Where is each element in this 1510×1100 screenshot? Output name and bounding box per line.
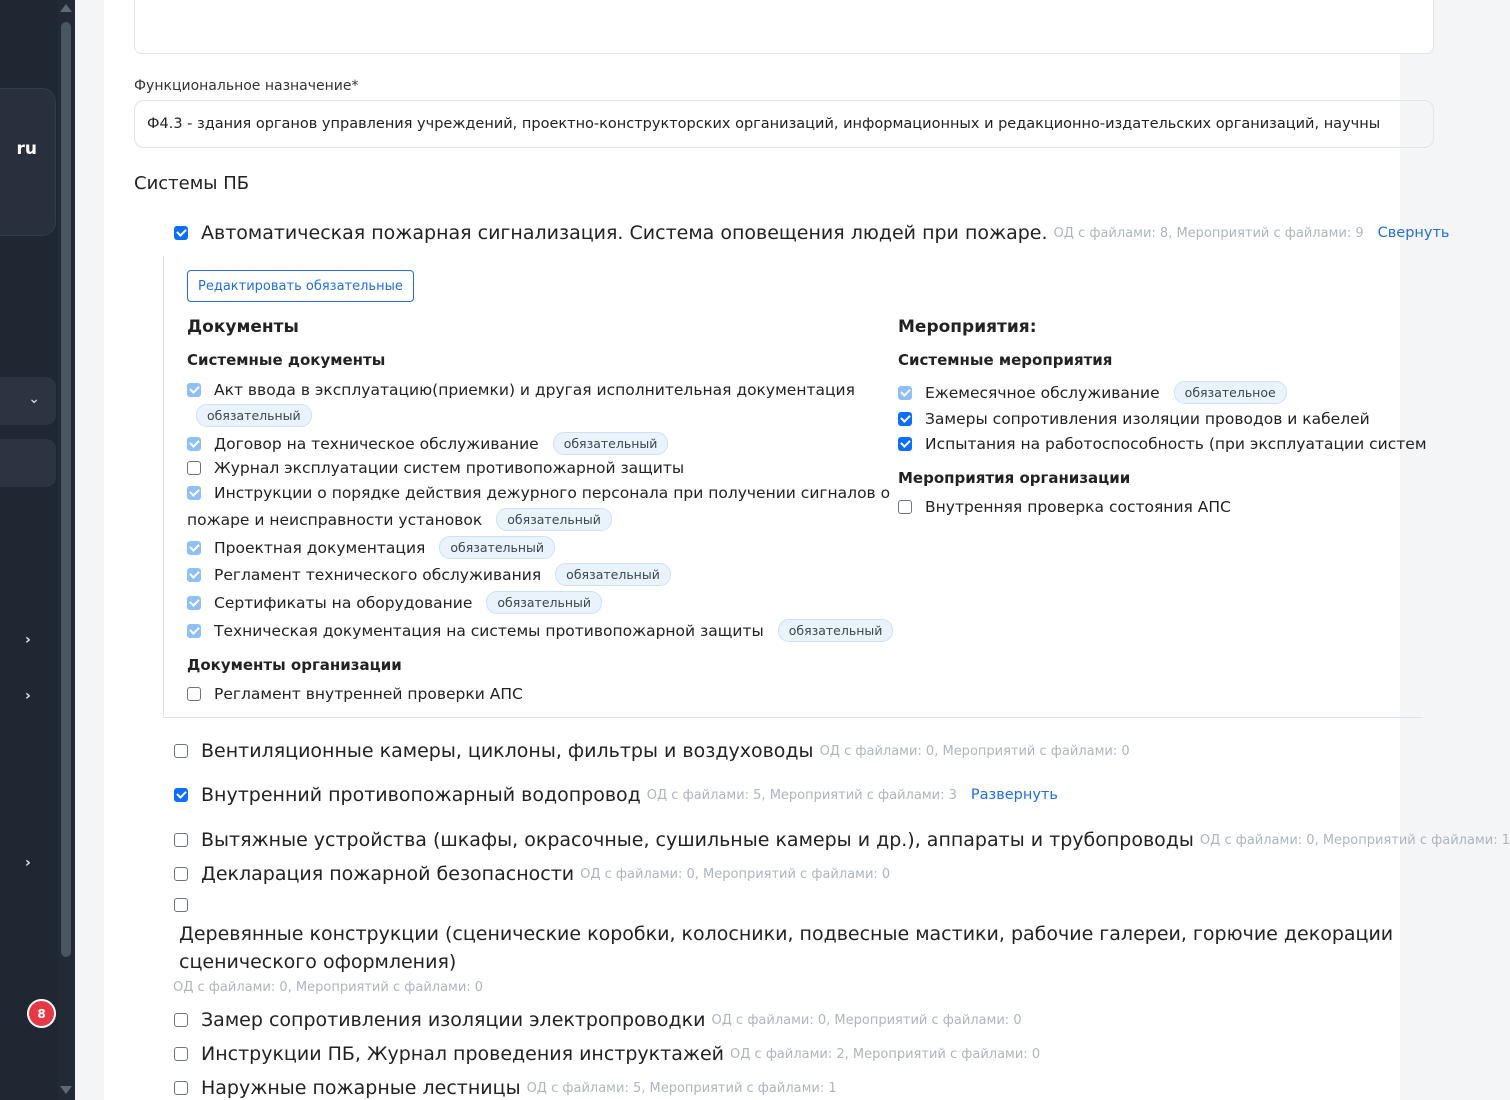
chevron-right-icon[interactable]: › <box>25 632 31 648</box>
events-title: Мероприятия: <box>898 317 1037 337</box>
sidebar <box>0 0 75 1100</box>
document-item: Журнал эксплуатации систем противопожарной защиты <box>187 459 684 477</box>
functional-purpose-value: Ф4.3 - здания органов управления учреждений, проектно-конструкторских организаций, информационных и редакционно-издательских организаций, научны <box>147 116 1381 132</box>
org-documents-title: Документы организации <box>187 656 402 674</box>
notification-badge[interactable]: 8 <box>27 999 56 1028</box>
event-item: Ежемесячное обслуживание обязательное <box>898 381 1287 404</box>
sidebar-org-card[interactable] <box>0 88 56 236</box>
event-item: Замеры сопротивления изоляции проводов и кабелей <box>898 410 1370 428</box>
document-checkbox[interactable] <box>187 383 201 397</box>
document-item: Проектная документация обязательный <box>187 536 555 559</box>
system-checkbox[interactable] <box>174 867 188 881</box>
expand-link[interactable]: Развернуть <box>970 787 1058 803</box>
system-checkbox[interactable] <box>174 1013 188 1027</box>
description-textarea[interactable] <box>134 0 1434 54</box>
collapse-link[interactable]: Свернуть <box>1377 225 1450 241</box>
system-checkbox[interactable] <box>174 744 188 758</box>
system-checkbox[interactable] <box>174 1081 188 1095</box>
documents-title: Документы <box>187 317 299 337</box>
document-item-badge-line <box>196 404 312 427</box>
system-row: Инструкции ПБ, Журнал проведения инструктажей ОД с файлами: 2, Мероприятий с файлами: 0 <box>174 1043 1040 1065</box>
required-badge: обязательный <box>555 563 671 586</box>
chevron-right-icon[interactable]: › <box>25 855 31 871</box>
event-checkbox[interactable] <box>898 412 912 426</box>
systems-section-title: Системы ПБ <box>134 173 250 194</box>
required-badge: обязательный <box>553 432 669 455</box>
main-content <box>104 0 1510 1100</box>
event-item: Внутренняя проверка состояния АПС <box>898 498 1231 516</box>
system-checkbox[interactable] <box>174 898 188 912</box>
system-name: Автоматическая пожарная сигнализация. Система оповещения людей при пожаре. <box>201 222 1048 244</box>
document-item: Договор на техническое обслуживание обязательный <box>187 432 668 455</box>
document-checkbox[interactable] <box>187 568 201 582</box>
event-checkbox[interactable] <box>898 500 912 514</box>
system-name: Деревянные конструкции (сценические коробки, колосники, подвесные мастики, рабочие галереи, горючие декорации сценического оформления) <box>179 923 1394 973</box>
document-checkbox[interactable] <box>187 486 201 500</box>
document-item: Регламент технического обслуживания обязательный <box>187 563 671 586</box>
system-checkbox[interactable] <box>174 1047 188 1061</box>
system-row: Наружные пожарные лестницы ОД с файлами: 5, Мероприятий с файлами: 1 <box>174 1077 837 1099</box>
sidebar-scrollbar-thumb[interactable] <box>61 22 71 957</box>
system-checkbox[interactable] <box>174 226 188 240</box>
document-item: Инструкции о порядке действия дежурного персонала при получении сигналов о <box>187 484 890 502</box>
edit-required-button[interactable]: Редактировать обязательные <box>187 270 414 302</box>
system-checkbox[interactable] <box>174 833 188 847</box>
scroll-down-arrow-icon[interactable] <box>60 1086 72 1094</box>
document-checkbox[interactable] <box>187 437 201 451</box>
system-events-title: Системные мероприятия <box>898 351 1113 369</box>
required-badge: обязательный <box>486 591 602 614</box>
required-badge: обязательное <box>1174 381 1287 404</box>
sidebar-org-name: ru <box>16 139 37 159</box>
system-row: Замер сопротивления изоляции электропроводки ОД с файлами: 0, Мероприятий с файлами: 0 <box>174 1009 1022 1031</box>
system-row: Вентиляционные камеры, циклоны, фильтры и воздуховоды ОД с файлами: 0, Мероприятий с файлами: 0 <box>174 740 1130 762</box>
event-checkbox[interactable] <box>898 386 912 400</box>
system-row: Вытяжные устройства (шкафы, окрасочные, сушильные камеры и др.), аппараты и трубопроводы ОД с файлами: 0, Мероприятий с файлами: 1 <box>174 829 1510 851</box>
required-badge: обязательный <box>196 404 312 427</box>
functional-purpose-select[interactable] <box>134 100 1434 148</box>
system-documents-title: Системные документы <box>187 351 386 369</box>
required-badge: обязательный <box>778 619 894 642</box>
sidebar-item-active[interactable] <box>0 439 56 487</box>
document-item: Акт ввода в эксплуатацию(приемки) и другая исполнительная документация <box>187 381 855 399</box>
system-meta: ОД с файлами: 8, Мероприятий с файлами: 9 <box>1053 225 1364 241</box>
document-item-second-line: пожаре и неисправности установок обязательный <box>187 508 612 531</box>
system-row: Декларация пожарной безопасности ОД с файлами: 0, Мероприятий с файлами: 0 <box>174 863 890 885</box>
document-checkbox[interactable] <box>187 541 201 555</box>
scroll-up-arrow-icon[interactable] <box>60 4 72 12</box>
document-item: Техническая документация на системы противопожарной защиты обязательный <box>187 619 893 642</box>
document-checkbox[interactable] <box>187 461 201 475</box>
document-checkbox[interactable] <box>187 624 201 638</box>
required-badge: обязательный <box>496 508 612 531</box>
document-item: Сертификаты на оборудование обязательный <box>187 591 602 614</box>
system-checkbox[interactable] <box>174 788 188 802</box>
sidebar-item-expanded[interactable] <box>0 377 56 425</box>
event-checkbox[interactable] <box>898 437 912 451</box>
system-row <box>174 898 188 912</box>
system-row-expanded <box>174 222 1449 244</box>
system-meta: ОД с файлами: 0, Мероприятий с файлами: 0 <box>173 980 484 995</box>
document-item: Регламент внутренней проверки АПС <box>187 685 523 703</box>
document-checkbox[interactable] <box>187 596 201 610</box>
required-badge: обязательный <box>439 536 555 559</box>
document-checkbox[interactable] <box>187 687 201 701</box>
event-item: Испытания на работоспособность (при эксплуатации систем <box>898 435 1427 453</box>
org-events-title: Мероприятия организации <box>898 469 1131 487</box>
system-row: Внутренний противопожарный водопровод ОД с файлами: 5, Мероприятий с файлами: 3 Развернуть <box>174 784 1058 806</box>
functional-purpose-label: Функциональное назначение* <box>134 78 359 94</box>
chevron-right-icon[interactable]: › <box>25 688 31 704</box>
chevron-down-icon: ⌄ <box>28 391 40 407</box>
